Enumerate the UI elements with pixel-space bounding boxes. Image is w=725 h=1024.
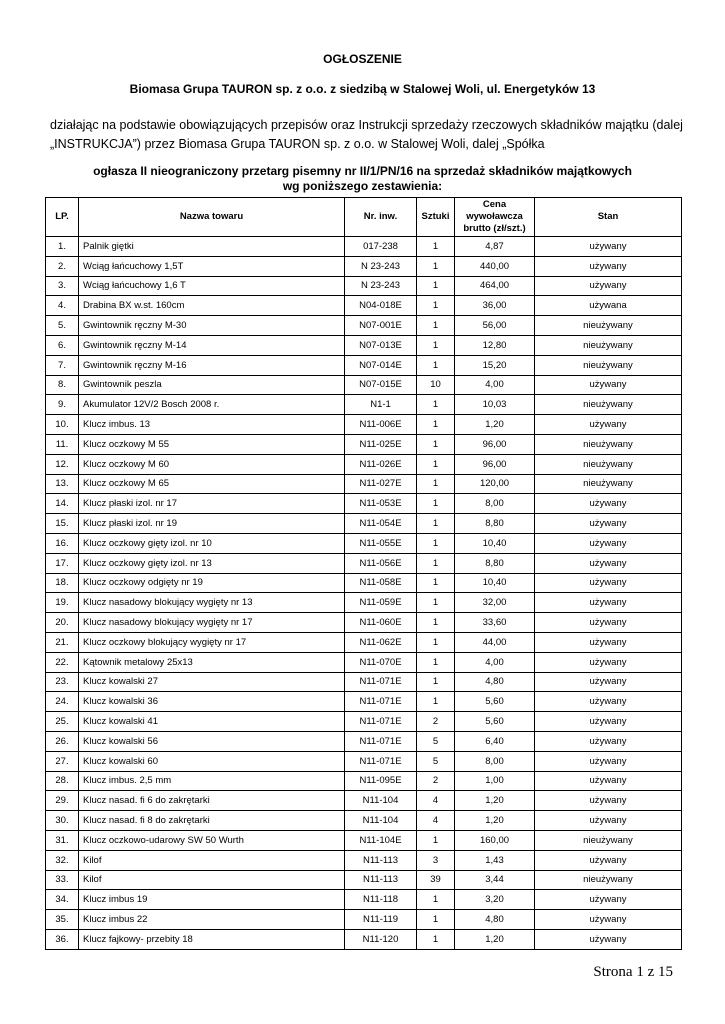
cell-name: Kątownik metalowy 25x13 — [79, 652, 345, 672]
cell-inventory-number: N11-113 — [345, 870, 417, 890]
cell-quantity: 4 — [417, 791, 455, 811]
cell-price: 10,03 — [455, 395, 535, 415]
announcement-line: wg poniższego zestawienia: — [282, 179, 443, 193]
cell-inventory-number: N11-119 — [345, 910, 417, 930]
cell-quantity: 1 — [417, 553, 455, 573]
cell-inventory-number: N11-054E — [345, 514, 417, 534]
cell-price: 8,00 — [455, 751, 535, 771]
cell-lp: 30. — [46, 811, 79, 831]
cell-quantity: 1 — [417, 514, 455, 534]
table-row — [46, 296, 682, 316]
cell-inventory-number: N11-058E — [345, 573, 417, 593]
cell-lp: 29. — [46, 791, 79, 811]
cell-price: 44,00 — [455, 632, 535, 652]
cell-state: używany — [535, 553, 682, 573]
cell-name: Klucz płaski izol. nr 17 — [79, 494, 345, 514]
cell-price: 12,80 — [455, 335, 535, 355]
cell-state: używany — [535, 929, 682, 949]
cell-name: Klucz oczkowy M 65 — [79, 474, 345, 494]
cell-price: 464,00 — [455, 276, 535, 296]
cell-state: używana — [535, 296, 682, 316]
cell-inventory-number: N11-053E — [345, 494, 417, 514]
table-row — [46, 256, 682, 276]
cell-price: 4,80 — [455, 910, 535, 930]
table-row — [46, 514, 682, 534]
cell-quantity: 4 — [417, 811, 455, 831]
cell-inventory-number: N11-006E — [345, 415, 417, 435]
cell-lp: 15. — [46, 514, 79, 534]
cell-quantity: 1 — [417, 474, 455, 494]
table-row — [46, 890, 682, 910]
cell-lp: 34. — [46, 890, 79, 910]
cell-inventory-number: N11-113 — [345, 850, 417, 870]
cell-quantity: 1 — [417, 929, 455, 949]
cell-state: nieużywany — [535, 434, 682, 454]
table-row — [46, 929, 682, 949]
cell-state: używany — [535, 712, 682, 732]
cell-price: 10,40 — [455, 533, 535, 553]
cell-lp: 21. — [46, 632, 79, 652]
cell-price: 120,00 — [455, 474, 535, 494]
cell-inventory-number: N07-013E — [345, 335, 417, 355]
cell-name: Kilof — [79, 850, 345, 870]
cell-name: Klucz nasad. fi 6 do zakrętarki — [79, 791, 345, 811]
page-footer: Strona 1 z 15 — [593, 964, 673, 980]
cell-name: Klucz nasadowy blokujący wygięty nr 17 — [79, 613, 345, 633]
cell-price: 8,80 — [455, 514, 535, 534]
table-row — [46, 613, 682, 633]
cell-state: używany — [535, 890, 682, 910]
cell-inventory-number: N11-120 — [345, 929, 417, 949]
cell-price: 6,40 — [455, 731, 535, 751]
table-row — [46, 771, 682, 791]
cell-lp: 4. — [46, 296, 79, 316]
cell-name: Klucz oczkowy gięty izol. nr 13 — [79, 553, 345, 573]
cell-inventory-number: N07-015E — [345, 375, 417, 395]
cell-inventory-number: N04-018E — [345, 296, 417, 316]
cell-state: używany — [535, 375, 682, 395]
cell-name: Palnik giętki — [79, 237, 345, 257]
table-row — [46, 316, 682, 336]
table-header-row — [46, 198, 682, 237]
cell-name: Klucz imbus 19 — [79, 890, 345, 910]
items-table — [45, 197, 682, 950]
cell-inventory-number: N11-104E — [345, 830, 417, 850]
cell-inventory-number: N1-1 — [345, 395, 417, 415]
cell-state: używany — [535, 237, 682, 257]
cell-lp: 36. — [46, 929, 79, 949]
cell-lp: 13. — [46, 474, 79, 494]
cell-price: 36,00 — [455, 296, 535, 316]
cell-price: 4,80 — [455, 672, 535, 692]
cell-quantity: 1 — [417, 454, 455, 474]
cell-state: używany — [535, 593, 682, 613]
table-row — [46, 454, 682, 474]
cell-name: Wciąg łańcuchowy 1,6 T — [79, 276, 345, 296]
cell-state: używany — [535, 514, 682, 534]
cell-quantity: 1 — [417, 434, 455, 454]
cell-quantity: 1 — [417, 533, 455, 553]
cell-quantity: 1 — [417, 395, 455, 415]
cell-price: 96,00 — [455, 454, 535, 474]
cell-name: Klucz oczkowy M 60 — [79, 454, 345, 474]
cell-state: nieużywany — [535, 355, 682, 375]
cell-inventory-number: N11-071E — [345, 712, 417, 732]
cell-state: używany — [535, 415, 682, 435]
table-row — [46, 830, 682, 850]
cell-name: Klucz płaski izol. nr 19 — [79, 514, 345, 534]
cell-lp: 23. — [46, 672, 79, 692]
cell-lp: 32. — [46, 850, 79, 870]
table-row — [46, 415, 682, 435]
cell-inventory-number: N11-071E — [345, 692, 417, 712]
cell-lp: 35. — [46, 910, 79, 930]
cell-name: Klucz imbus. 2,5 mm — [79, 771, 345, 791]
cell-price: 4,87 — [455, 237, 535, 257]
intro-line: „INSTRUKCJA”) przez Biomasa Grupa TAURON sp. z o.o. w Stalowej Woli, dalej „Spółka — [50, 137, 545, 151]
cell-state: nieużywany — [535, 395, 682, 415]
cell-lp: 24. — [46, 692, 79, 712]
cell-quantity: 1 — [417, 415, 455, 435]
cell-state: nieużywany — [535, 474, 682, 494]
cell-state: używany — [535, 811, 682, 831]
cell-inventory-number: N11-104 — [345, 811, 417, 831]
cell-name: Drabina BX w.st. 160cm — [79, 296, 345, 316]
table-row — [46, 811, 682, 831]
cell-quantity: 1 — [417, 692, 455, 712]
cell-quantity: 1 — [417, 652, 455, 672]
cell-inventory-number: N07-001E — [345, 316, 417, 336]
cell-name: Klucz kowalski 27 — [79, 672, 345, 692]
cell-lp: 11. — [46, 434, 79, 454]
table-row — [46, 494, 682, 514]
table-row — [46, 553, 682, 573]
cell-name: Wciąg łańcuchowy 1,5T — [79, 256, 345, 276]
cell-name: Klucz kowalski 36 — [79, 692, 345, 712]
table-row — [46, 593, 682, 613]
table-row — [46, 276, 682, 296]
company-line: Biomasa Grupa TAURON sp. z o.o. z siedzibą w Stalowej Woli, ul. Energetyków 13 — [129, 82, 596, 96]
cell-quantity: 1 — [417, 890, 455, 910]
cell-state: używany — [535, 771, 682, 791]
cell-state: używany — [535, 533, 682, 553]
cell-lp: 20. — [46, 613, 79, 633]
cell-price: 15,20 — [455, 355, 535, 375]
cell-price: 8,80 — [455, 553, 535, 573]
cell-quantity: 1 — [417, 613, 455, 633]
table-row — [46, 791, 682, 811]
table-row — [46, 395, 682, 415]
cell-lp: 9. — [46, 395, 79, 415]
cell-name: Klucz kowalski 41 — [79, 712, 345, 732]
cell-inventory-number: N11-071E — [345, 751, 417, 771]
header-price: Cena wywoławcza brutto (zł/szt.) — [455, 198, 535, 237]
cell-price: 1,43 — [455, 850, 535, 870]
cell-lp: 2. — [46, 256, 79, 276]
cell-quantity: 39 — [417, 870, 455, 890]
cell-quantity: 1 — [417, 316, 455, 336]
cell-state: nieużywany — [535, 830, 682, 850]
cell-state: używany — [535, 751, 682, 771]
cell-state: nieużywany — [535, 335, 682, 355]
cell-lp: 18. — [46, 573, 79, 593]
cell-price: 5,60 — [455, 712, 535, 732]
cell-inventory-number: N11-118 — [345, 890, 417, 910]
table-row — [46, 434, 682, 454]
cell-price: 3,44 — [455, 870, 535, 890]
cell-state: używany — [535, 632, 682, 652]
cell-price: 56,00 — [455, 316, 535, 336]
cell-quantity: 1 — [417, 672, 455, 692]
cell-lp: 17. — [46, 553, 79, 573]
cell-quantity: 1 — [417, 237, 455, 257]
cell-quantity: 1 — [417, 335, 455, 355]
cell-price: 8,00 — [455, 494, 535, 514]
cell-state: używany — [535, 850, 682, 870]
cell-state: używany — [535, 613, 682, 633]
cell-lp: 8. — [46, 375, 79, 395]
table-row — [46, 652, 682, 672]
cell-name: Klucz oczkowy M 55 — [79, 434, 345, 454]
table-row — [46, 751, 682, 771]
cell-price: 5,60 — [455, 692, 535, 712]
cell-quantity: 1 — [417, 296, 455, 316]
cell-price: 96,00 — [455, 434, 535, 454]
cell-price: 1,20 — [455, 415, 535, 435]
cell-lp: 22. — [46, 652, 79, 672]
cell-lp: 5. — [46, 316, 79, 336]
cell-name: Klucz imbus 22 — [79, 910, 345, 930]
cell-inventory-number: N11-025E — [345, 434, 417, 454]
cell-name: Klucz oczkowy blokujący wygięty nr 17 — [79, 632, 345, 652]
table-row — [46, 692, 682, 712]
cell-lp: 25. — [46, 712, 79, 732]
cell-state: używany — [535, 731, 682, 751]
cell-inventory-number: 017-238 — [345, 237, 417, 257]
cell-state: używany — [535, 494, 682, 514]
cell-quantity: 1 — [417, 910, 455, 930]
cell-lp: 10. — [46, 415, 79, 435]
cell-name: Gwintownik ręczny M-14 — [79, 335, 345, 355]
cell-lp: 33. — [46, 870, 79, 890]
cell-inventory-number: N11-071E — [345, 672, 417, 692]
cell-state: używany — [535, 276, 682, 296]
cell-lp: 3. — [46, 276, 79, 296]
table-row — [46, 375, 682, 395]
table-row — [46, 355, 682, 375]
header-quantity: Sztuki — [417, 198, 455, 237]
table-row — [46, 712, 682, 732]
cell-lp: 27. — [46, 751, 79, 771]
cell-quantity: 1 — [417, 256, 455, 276]
cell-lp: 28. — [46, 771, 79, 791]
cell-inventory-number: N07-014E — [345, 355, 417, 375]
cell-name: Klucz kowalski 60 — [79, 751, 345, 771]
table-row — [46, 533, 682, 553]
cell-price: 160,00 — [455, 830, 535, 850]
header-name: Nazwa towaru — [79, 198, 345, 237]
table-row — [46, 632, 682, 652]
cell-name: Klucz oczkowy gięty izol. nr 10 — [79, 533, 345, 553]
cell-price: 4,00 — [455, 375, 535, 395]
cell-lp: 16. — [46, 533, 79, 553]
table-row — [46, 731, 682, 751]
cell-inventory-number: N 23-243 — [345, 256, 417, 276]
cell-price: 1,00 — [455, 771, 535, 791]
cell-quantity: 1 — [417, 355, 455, 375]
cell-name: Klucz imbus. 13 — [79, 415, 345, 435]
table-row — [46, 910, 682, 930]
cell-name: Kilof — [79, 870, 345, 890]
cell-name: Klucz fajkowy- przebity 18 — [79, 929, 345, 949]
cell-inventory-number: N11-059E — [345, 593, 417, 613]
cell-name: Klucz kowalski 56 — [79, 731, 345, 751]
cell-state: używany — [535, 910, 682, 930]
cell-state: używany — [535, 692, 682, 712]
cell-lp: 19. — [46, 593, 79, 613]
cell-price: 1,20 — [455, 811, 535, 831]
cell-inventory-number: N11-060E — [345, 613, 417, 633]
announcement — [0, 164, 725, 194]
cell-inventory-number: N11-026E — [345, 454, 417, 474]
header-state: Stan — [535, 198, 682, 237]
cell-lp: 31. — [46, 830, 79, 850]
cell-inventory-number: N11-070E — [345, 652, 417, 672]
cell-name: Gwintownik ręczny M-30 — [79, 316, 345, 336]
cell-quantity: 5 — [417, 751, 455, 771]
header-lp: LP. — [46, 198, 79, 237]
cell-quantity: 5 — [417, 731, 455, 751]
intro-paragraph — [50, 116, 690, 154]
cell-inventory-number: N 23-243 — [345, 276, 417, 296]
cell-name: Akumulator 12V/2 Bosch 2008 r. — [79, 395, 345, 415]
cell-quantity: 1 — [417, 276, 455, 296]
cell-state: nieużywany — [535, 870, 682, 890]
cell-price: 3,20 — [455, 890, 535, 910]
cell-inventory-number: N11-055E — [345, 533, 417, 553]
cell-inventory-number: N11-062E — [345, 632, 417, 652]
cell-state: nieużywany — [535, 454, 682, 474]
cell-name: Klucz nasad. fi 8 do zakrętarki — [79, 811, 345, 831]
cell-lp: 14. — [46, 494, 79, 514]
cell-quantity: 2 — [417, 771, 455, 791]
cell-state: używany — [535, 672, 682, 692]
table-row — [46, 474, 682, 494]
cell-state: używany — [535, 652, 682, 672]
cell-quantity: 1 — [417, 632, 455, 652]
cell-quantity: 1 — [417, 830, 455, 850]
cell-lp: 1. — [46, 237, 79, 257]
cell-lp: 7. — [46, 355, 79, 375]
cell-price: 1,20 — [455, 791, 535, 811]
cell-inventory-number: N11-095E — [345, 771, 417, 791]
cell-name: Klucz oczkowo-udarowy SW 50 Wurth — [79, 830, 345, 850]
cell-price: 32,00 — [455, 593, 535, 613]
cell-state: używany — [535, 573, 682, 593]
cell-price: 33,60 — [455, 613, 535, 633]
header-inventory-number: Nr. inw. — [345, 198, 417, 237]
table-row — [46, 672, 682, 692]
cell-name: Klucz oczkowy odgięty nr 19 — [79, 573, 345, 593]
cell-quantity: 1 — [417, 494, 455, 514]
cell-name: Gwintownik ręczny M-16 — [79, 355, 345, 375]
table-row — [46, 870, 682, 890]
cell-state: używany — [535, 791, 682, 811]
document-title: OGŁOSZENIE — [323, 52, 402, 66]
cell-price: 440,00 — [455, 256, 535, 276]
cell-inventory-number: N11-027E — [345, 474, 417, 494]
cell-price: 4,00 — [455, 652, 535, 672]
cell-lp: 12. — [46, 454, 79, 474]
cell-lp: 6. — [46, 335, 79, 355]
cell-state: używany — [535, 256, 682, 276]
cell-quantity: 10 — [417, 375, 455, 395]
cell-name: Gwintownik peszla — [79, 375, 345, 395]
cell-quantity: 2 — [417, 712, 455, 732]
intro-line: działając na podstawie obowiązujących przepisów oraz Instrukcji sprzedaży rzeczowych składników majątku (dalej — [50, 118, 683, 132]
table-row — [46, 850, 682, 870]
cell-quantity: 1 — [417, 593, 455, 613]
cell-state: nieużywany — [535, 316, 682, 336]
cell-quantity: 1 — [417, 573, 455, 593]
cell-inventory-number: N11-056E — [345, 553, 417, 573]
announcement-line: ogłasza II nieograniczony przetarg pisemny nr II/1/PN/16 na sprzedaż składników majątkowych — [93, 164, 632, 178]
table-row — [46, 237, 682, 257]
table-row — [46, 335, 682, 355]
cell-price: 1,20 — [455, 929, 535, 949]
cell-price: 10,40 — [455, 573, 535, 593]
cell-inventory-number: N11-104 — [345, 791, 417, 811]
cell-lp: 26. — [46, 731, 79, 751]
table-row — [46, 573, 682, 593]
cell-inventory-number: N11-071E — [345, 731, 417, 751]
cell-name: Klucz nasadowy blokujący wygięty nr 13 — [79, 593, 345, 613]
cell-quantity: 3 — [417, 850, 455, 870]
